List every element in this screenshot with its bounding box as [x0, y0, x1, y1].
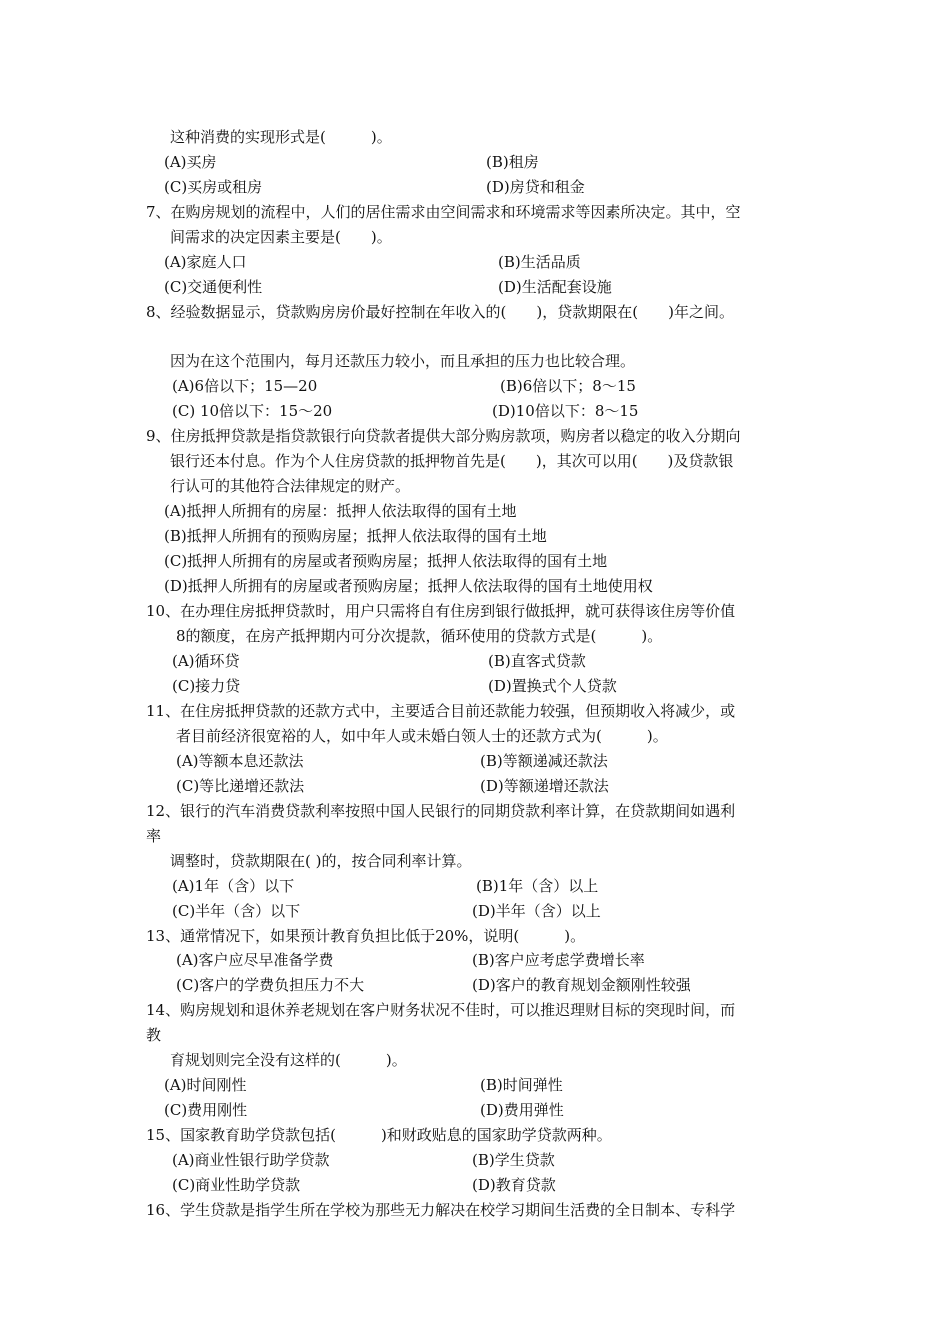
q15-option-c: (C)商业性助学贷款: [172, 1176, 301, 1194]
q12-stem: 12、银行的汽车消费贷款利率按照中国人民银行的同期贷款利率计算，在贷款期间如遇利: [146, 802, 736, 820]
q8-option-c: (C) 10倍以下：15～20: [172, 402, 333, 420]
q9-stem: 9、住房抵押贷款是指贷款银行向贷款者提供大部分购房款项，购房者以稳定的收入分期向: [146, 427, 741, 445]
q13-option-c: (C)客户的学费负担压力不大: [176, 976, 365, 994]
q10-option-d: (D)置换式个人贷款: [488, 677, 617, 695]
q15-option-a: (A)商业性银行助学贷款: [172, 1151, 330, 1169]
q12-option-c: (C)半年（含）以下: [172, 902, 301, 920]
q7-stem-cont: 间需求的决定因素主要是( )。: [170, 228, 392, 246]
q9-option-b: (B)抵押人所拥有的预购房屋；抵押人依法取得的国有土地: [164, 527, 547, 545]
q14-option-c: (C)费用刚性: [164, 1101, 248, 1119]
q8-stem: 8、经验数据显示，贷款购房房价最好控制在年收入的( )，贷款期限在( )年之间。: [146, 303, 734, 321]
q6-option-c: (C)买房或租房: [164, 178, 263, 196]
q9-option-d: (D)抵押人所拥有的房屋或者预购房屋；抵押人依法取得的国有土地使用权: [164, 577, 653, 595]
q13-option-b: (B)客户应考虑学费增长率: [472, 951, 645, 969]
q9-option-a: (A)抵押人所拥有的房屋：抵押人依法取得的国有土地: [164, 502, 517, 520]
q15-stem: 15、国家教育助学贷款包括( )和财政贴息的国家助学贷款两种。: [146, 1126, 612, 1144]
q14-option-d: (D)费用弹性: [480, 1101, 564, 1119]
q10-option-b: (B)直客式贷款: [488, 652, 586, 670]
q8-option-b: (B)6倍以下；8～15: [500, 377, 636, 395]
q10-stem-cont: 8的额度，在房产抵押期内可分次提款，循环使用的贷款方式是( )。: [176, 627, 663, 645]
q15-option-b: (B)学生贷款: [472, 1151, 555, 1169]
q8-stem-cont: 因为在这个范围内，每月还款压力较小，而且承担的压力也比较合理。: [170, 352, 636, 370]
q12-option-b: (B)1年（含）以上: [476, 877, 599, 895]
q11-stem-cont: 者目前经济很宽裕的人，如中年人或未婚白领人士的还款方式为( )。: [176, 727, 668, 745]
q7-option-d: (D)生活配套设施: [498, 278, 612, 296]
q6-option-a: (A)买房: [164, 153, 217, 171]
q13-option-a: (A)客户应尽早准备学费: [176, 951, 334, 969]
q10-stem: 10、在办理住房抵押贷款时，用户只需将自有住房到银行做抵押，就可获得该住房等价值: [146, 602, 736, 620]
q7-option-c: (C)交通便利性: [164, 278, 263, 296]
q9-option-c: (C)抵押人所拥有的房屋或者预购房屋；抵押人依法取得的国有土地: [164, 552, 608, 570]
q11-option-c: (C)等比递增还款法: [176, 777, 305, 795]
q7-stem: 7、在购房规划的流程中，人们的居住需求由空间需求和环境需求等因素所决定。其中，空: [146, 203, 741, 221]
q9-stem-cont-2: 行认可的其他符合法律规定的财产。: [170, 477, 411, 495]
q12-stem-wrap: 率: [146, 827, 162, 845]
q7-option-a: (A)家庭人口: [164, 253, 247, 271]
q8-option-d: (D)10倍以下：8～15: [492, 402, 639, 420]
q12-stem-cont: 调整时，贷款期限在( )的，按合同利率计算。: [170, 852, 472, 870]
q13-stem: 13、通常情况下，如果预计教育负担比低于20%，说明( )。: [146, 927, 586, 945]
q13-option-d: (D)客户的教育规划金额刚性较强: [472, 976, 691, 994]
q14-option-b: (B)时间弹性: [480, 1076, 563, 1094]
q9-stem-cont-1: 银行还本付息。作为个人住房贷款的抵押物首先是( )，其次可以用( )及贷款银: [170, 452, 734, 470]
q6-stem-cont: 这种消费的实现形式是( )。: [170, 128, 392, 146]
q12-option-d: (D)半年（含）以上: [472, 902, 601, 920]
q14-stem-cont: 育规划则完全没有这样的( )。: [170, 1051, 407, 1069]
q6-option-b: (B)租房: [486, 153, 539, 171]
q14-stem: 14、购房规划和退休养老规划在客户财务状况不佳时，可以推迟理财目标的突现时间，而: [146, 1001, 736, 1019]
q6-option-d: (D)房贷和租金: [486, 178, 585, 196]
q15-option-d: (D)教育贷款: [472, 1176, 556, 1194]
q12-option-a: (A)1年（含）以下: [172, 877, 295, 895]
q8-option-a: (A)6倍以下；15—20: [172, 377, 318, 395]
q11-option-b: (B)等额递减还款法: [480, 752, 608, 770]
q16-stem: 16、学生贷款是指学生所在学校为那些无力解决在校学习期间生活费的全日制本、专科学: [146, 1201, 736, 1219]
q14-option-a: (A)时间刚性: [164, 1076, 247, 1094]
q11-option-d: (D)等额递增还款法: [480, 777, 609, 795]
q7-option-b: (B)生活品质: [498, 253, 581, 271]
q11-stem: 11、在住房抵押贷款的还款方式中，主要适合目前还款能力较强，但预期收入将减少，或: [146, 702, 736, 720]
q11-option-a: (A)等额本息还款法: [176, 752, 304, 770]
q10-option-a: (A)循环贷: [172, 652, 240, 670]
q10-option-c: (C)接力贷: [172, 677, 241, 695]
q14-stem-wrap: 教: [146, 1026, 162, 1044]
